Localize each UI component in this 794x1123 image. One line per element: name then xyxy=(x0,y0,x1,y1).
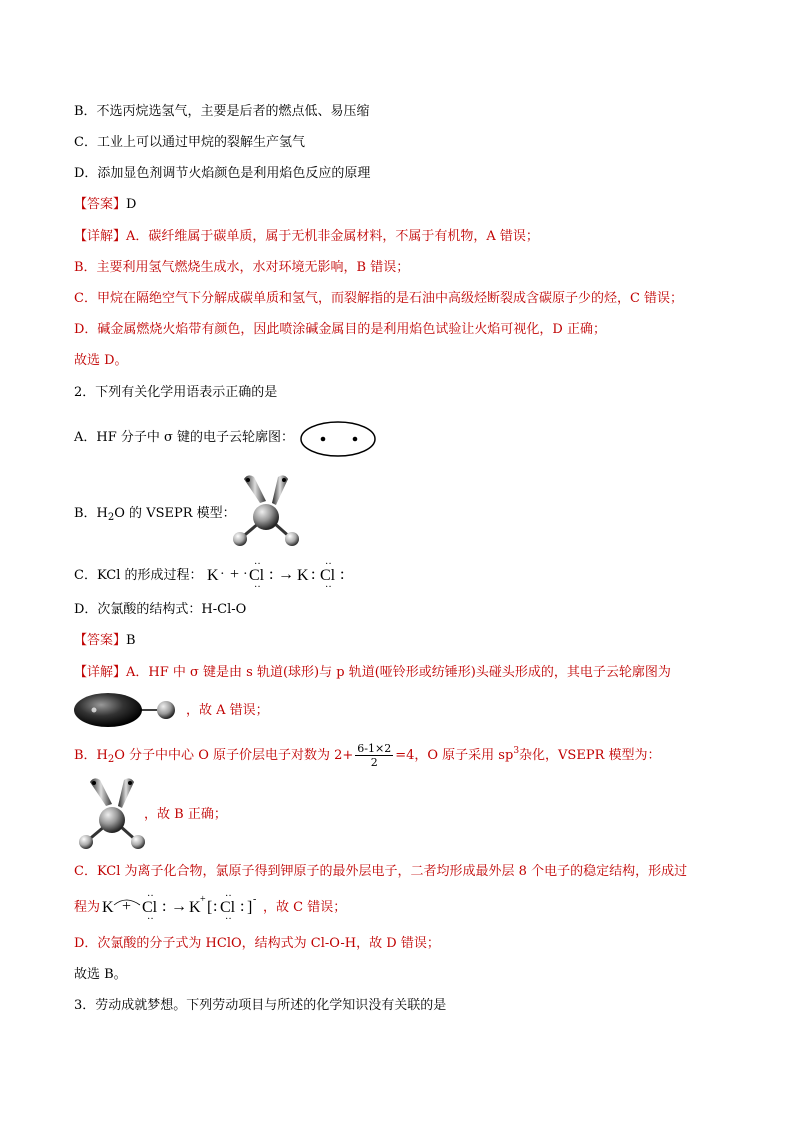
q2-explain-d: D．次氯酸的分子式为 HClO，结构式为 Cl-O-H，故 D 错误； xyxy=(74,936,440,951)
kcl2-colon: : xyxy=(162,898,167,915)
kcl-cl-right: Cl xyxy=(320,567,336,584)
vsepr-model-image xyxy=(226,473,306,551)
q1-explain-a-text: A．碳纤维属于碳单质，属于无机非金属材料，不属于有机物，A 错误； xyxy=(126,229,539,244)
q1-explain-d: D．碱金属燃烧火焰带有颜色，因此喷涂碱金属目的是利用焰色试验让火焰可视化，D 正确； xyxy=(74,322,606,337)
kcl-colon-3: : xyxy=(340,566,345,583)
q1-option-c: C．工业上可以通过甲烷的裂解生产氢气 xyxy=(74,135,305,150)
kcl2-dots-top: ·· xyxy=(147,891,154,902)
q2-explain-b-post: 杂化，VSEPR 模型为： xyxy=(519,748,661,763)
hf-sigma-bond-image xyxy=(74,692,184,728)
kcl2-colon-3: : xyxy=(240,898,245,915)
q3-stem: 3．劳动成就梦想。下列劳动项目与所述的化学知识没有关联的是 xyxy=(74,998,447,1013)
kcl-arrow: → xyxy=(278,566,294,583)
q2-b-post: O 的 VSEPR 模型： xyxy=(114,506,236,521)
kcl2-k-plus: K xyxy=(189,899,201,916)
kcl2-rbracket: ] xyxy=(247,899,253,916)
answer-value: B xyxy=(126,633,136,648)
q1-conclusion: 故选 D。 xyxy=(74,353,128,368)
q2-c-pre: C．KCl 的形成过程： xyxy=(74,568,203,583)
kcl-dot: · xyxy=(220,567,225,582)
q2-explain-b-sub: 2 xyxy=(107,754,115,765)
q2-b-sub: 2 xyxy=(107,512,115,523)
kcl-dot-2: · xyxy=(243,567,248,582)
sigma-bond-electron-cloud-diagram xyxy=(300,421,378,459)
fraction-numerator: 6-1×2 xyxy=(357,742,392,755)
q2-explain-c: C．KCl 为离子化合物，氯原子得到钾原子的最外层电子，二者均形成最外层 8 个电子的稳定结构，形成过 xyxy=(74,864,688,879)
q2-explain-b-mid: O 分子中中心 O 原子价层电子对数为 2+ xyxy=(114,748,354,763)
q2-explain-b-eq: =4，O 原子采用 sp xyxy=(395,748,514,763)
answer-tag: 【答案】 xyxy=(74,197,127,212)
kcl-cl-left: Cl xyxy=(249,567,265,584)
q1-option-d: D．添加显色剂调节火焰颜色是利用焰色反应的原理 xyxy=(74,166,371,181)
q1-option-b: B．不选丙烷选氢气，主要是后者的燃点低、易压缩 xyxy=(74,104,370,119)
kcl2-cl-right: Cl xyxy=(220,899,236,916)
q2-option-d: D．次氯酸的结构式：H-Cl-O xyxy=(74,602,247,617)
q2-b-pre: B．H xyxy=(74,506,108,521)
kcl2-dots-top-2: ·· xyxy=(225,891,232,902)
kcl-formation-formula xyxy=(205,559,375,591)
kcl2-colon-2: : xyxy=(213,898,218,915)
kcl2-plus: + xyxy=(122,898,132,915)
q2-option-c xyxy=(74,567,203,585)
kcl-k-left: K xyxy=(207,567,219,584)
q2-option-a: A．HF 分子中 σ 键的电子云轮廓图： xyxy=(74,430,295,445)
q2-explain-c-line2-pre: 程为 xyxy=(74,900,101,915)
q2-stem: 2．下列有关化学用语表示正确的是 xyxy=(74,385,278,400)
q2-explain-a xyxy=(74,664,671,682)
kcl-k-right: K xyxy=(297,567,309,584)
answer-tag: 【答案】 xyxy=(74,633,127,648)
fraction-denominator: 2 xyxy=(370,756,378,769)
kcl2-k: K xyxy=(102,899,114,916)
kcl2-charge-neg: - xyxy=(253,894,257,905)
kcl-colon-2: : xyxy=(311,566,316,583)
kcl-dots-bottom: ·· xyxy=(254,582,261,593)
kcl-dots-top: ·· xyxy=(254,559,261,570)
vsepr-model-image-2 xyxy=(72,776,152,854)
explain-tag: 【详解】 xyxy=(74,665,127,680)
q2-explain-c-line2-post: ，故 C 错误； xyxy=(263,900,347,915)
q2-explain-a-text: A．HF 中 σ 键是由 s 轨道(球形)与 p 轨道(哑铃形或纺锤形)头碰头形成的，其电子云轮廓图为 xyxy=(126,665,671,680)
kcl2-lbracket: [ xyxy=(207,899,213,916)
answer-value: D xyxy=(126,197,137,212)
kcl2-dots-bottom-2: ·· xyxy=(225,914,232,925)
q2-explain-b-pre: B．H xyxy=(74,748,108,763)
kcl2-arrow: → xyxy=(171,898,187,915)
kcl-colon: : xyxy=(269,566,274,583)
q2-option-b xyxy=(74,505,236,527)
q2-explain-b xyxy=(74,742,661,769)
q2-conclusion: 故选 B。 xyxy=(74,967,127,982)
q2-answer xyxy=(74,632,136,650)
q2-explain-b-sup: 3 xyxy=(513,746,520,756)
fraction xyxy=(355,742,393,769)
kcl-dots-bottom-2: ·· xyxy=(325,582,332,593)
q1-answer xyxy=(74,196,136,214)
kcl-plus: + xyxy=(230,566,240,583)
kcl2-dots-bottom: ·· xyxy=(147,914,154,925)
kcl2-cl-left: Cl xyxy=(142,899,158,916)
q1-explain-a xyxy=(74,228,539,246)
kcl2-charge-pos: + xyxy=(200,894,206,905)
q2-explain-b-line2: ，故 B 正确； xyxy=(144,807,227,822)
explain-tag: 【详解】 xyxy=(74,229,127,244)
kcl-dots-top-2: ·· xyxy=(325,559,332,570)
q1-explain-b: B．主要利用氢气燃烧生成水，水对环境无影响，B 错误； xyxy=(74,260,410,275)
q2-explain-a-line2: ，故 A 错误； xyxy=(186,703,269,718)
q1-explain-c: C．甲烷在隔绝空气下分解成碳单质和氢气，而裂解指的是石油中高级烃断裂成含碳原子少的烃，C 错误； xyxy=(74,291,684,306)
